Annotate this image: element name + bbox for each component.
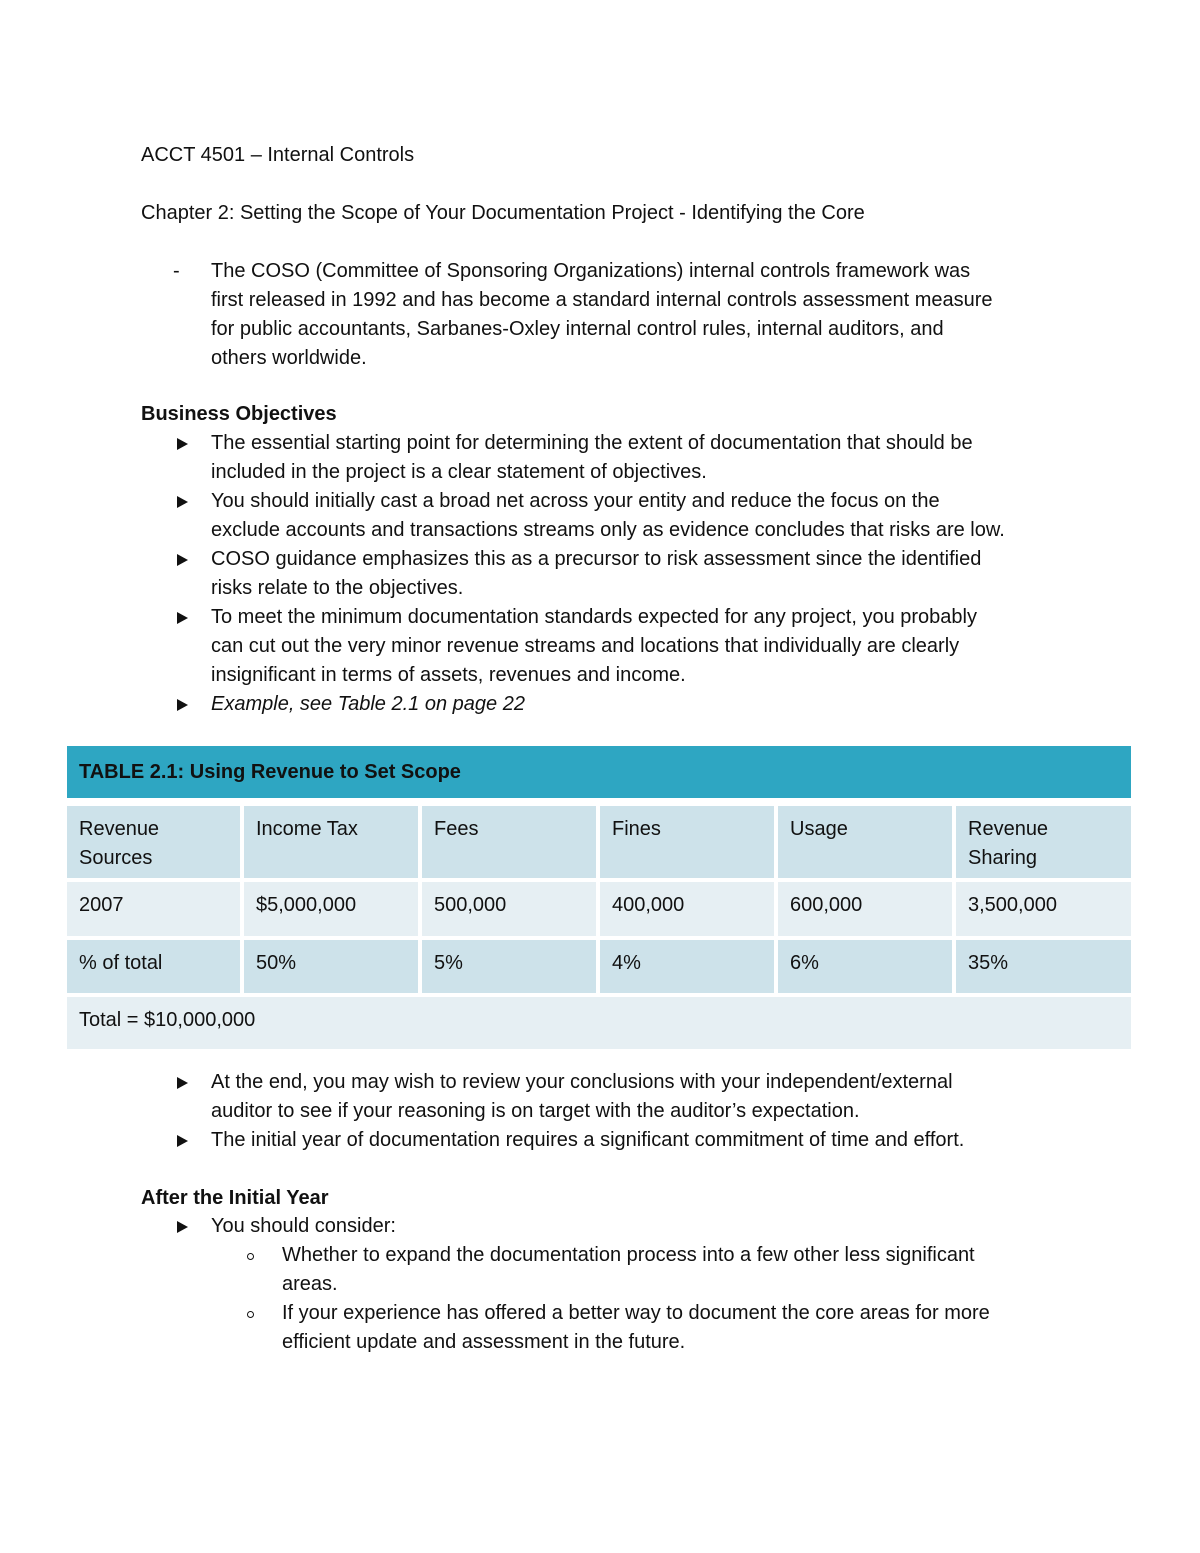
table-cell: 50%: [244, 940, 422, 993]
bullet-line: COSO guidance emphasizes this as a precursor to risk assessment since the identified: [211, 548, 982, 570]
intro-line: others worldwide.: [211, 347, 367, 369]
triangle-bullet-icon: [177, 1077, 188, 1089]
intro-text: [211, 257, 1061, 373]
table-total-cell: Total = $10,000,000: [79, 1009, 256, 1031]
example-reference: Example, see Table 2.1 on page 22: [211, 693, 525, 715]
table-cell: 5%: [422, 940, 600, 993]
triangle-bullet-icon: [177, 699, 188, 711]
table-header-cell: Income Tax: [244, 806, 422, 878]
table-header-row: [67, 806, 1131, 878]
list-item: [141, 1212, 1071, 1241]
list-item: [141, 690, 1071, 719]
bullet-line: You should initially cast a broad net across your entity and reduce the focus on the: [211, 490, 940, 512]
business-objectives-list: [141, 429, 1071, 719]
bullet-line: exclude accounts and transactions streams only as evidence concludes that risks are low.: [211, 519, 1005, 541]
course-title: ACCT 4501 – Internal Controls: [141, 144, 415, 166]
after-initial-year-heading: After the Initial Year: [141, 1187, 329, 1209]
table-cell: 500,000: [422, 882, 600, 936]
consider-sub-list: [211, 1241, 1071, 1357]
table-cell: $5,000,000: [244, 882, 422, 936]
table-cell: 3,500,000: [968, 894, 1057, 916]
list-item: [141, 429, 1071, 487]
table-header-cell: Fines: [600, 806, 778, 878]
business-objectives-heading: Business Objectives: [141, 403, 337, 425]
bullet-line: To meet the minimum documentation standards expected for any project, you probably: [211, 606, 977, 628]
after-table-list: [141, 1068, 1071, 1155]
bullet-line: areas.: [282, 1273, 338, 1295]
table-cell: 2007: [67, 882, 244, 936]
table-cell: % of total: [67, 940, 244, 993]
table-row: [67, 882, 1131, 936]
list-item: [141, 1126, 1071, 1155]
bullet-line: Whether to expand the documentation process into a few other less significant: [282, 1244, 975, 1266]
revenue-scope-table: [67, 746, 1131, 1049]
triangle-bullet-icon: [177, 438, 188, 450]
table-cell: 6%: [778, 940, 956, 993]
table-header-cell: Usage: [778, 806, 956, 878]
list-item: [211, 1241, 1071, 1299]
bullet-line: The initial year of documentation requires a significant commitment of time and effort.: [211, 1129, 965, 1151]
bullet-line: auditor to see if your reasoning is on target with the auditor’s expectation.: [211, 1100, 860, 1122]
table-cell: 4%: [600, 940, 778, 993]
list-item: [211, 1299, 1071, 1357]
triangle-bullet-icon: [177, 496, 188, 508]
bullet-line: can cut out the very minor revenue streams and locations that individually are clearly: [211, 635, 960, 657]
bullet-line: The essential starting point for determining the extent of documentation that should be: [211, 432, 973, 454]
triangle-bullet-icon: [177, 1221, 188, 1233]
triangle-bullet-icon: [177, 1135, 188, 1147]
bullet-line: insignificant in terms of assets, revenues and income.: [211, 664, 686, 686]
after-initial-year-list: [141, 1212, 1071, 1241]
dash-marker: -: [173, 260, 180, 282]
circle-bullet-icon: [247, 1311, 254, 1318]
table-cell: 35%: [968, 952, 1009, 974]
list-item: [141, 487, 1071, 545]
bullet-line: If your experience has offered a better way to document the core areas for more: [282, 1302, 990, 1324]
triangle-bullet-icon: [177, 612, 188, 624]
triangle-bullet-icon: [177, 554, 188, 566]
bullet-line: You should consider:: [211, 1215, 396, 1237]
intro-line: first released in 1992 and has become a standard internal controls assessment measure: [211, 289, 993, 311]
list-item: [141, 545, 1071, 603]
bullet-line: risks relate to the objectives.: [211, 577, 464, 599]
table-title: TABLE 2.1: Using Revenue to Set Scope: [67, 746, 1131, 802]
chapter-title: Chapter 2: Setting the Scope of Your Documentation Project - Identifying the Core: [141, 202, 865, 224]
table-header-cell: Revenue Sources: [67, 806, 244, 878]
table-row: [67, 940, 1131, 993]
bullet-line: At the end, you may wish to review your conclusions with your independent/external: [211, 1071, 953, 1093]
table-cell: 400,000: [600, 882, 778, 936]
circle-bullet-icon: [247, 1253, 254, 1260]
table-header-cell: Revenue Sharing: [968, 818, 1049, 869]
table-header-cell: Fees: [422, 806, 600, 878]
bullet-line: efficient update and assessment in the future.: [282, 1331, 686, 1353]
table-cell: 600,000: [778, 882, 956, 936]
bullet-line: included in the project is a clear statement of objectives.: [211, 461, 707, 483]
list-item: [141, 1068, 1071, 1126]
intro-line: The COSO (Committee of Sponsoring Organizations) internal controls framework was: [211, 260, 971, 282]
intro-line: for public accountants, Sarbanes-Oxley internal control rules, internal auditors, and: [211, 318, 944, 340]
list-item: [141, 603, 1071, 690]
table-total-row: [67, 997, 1131, 1049]
